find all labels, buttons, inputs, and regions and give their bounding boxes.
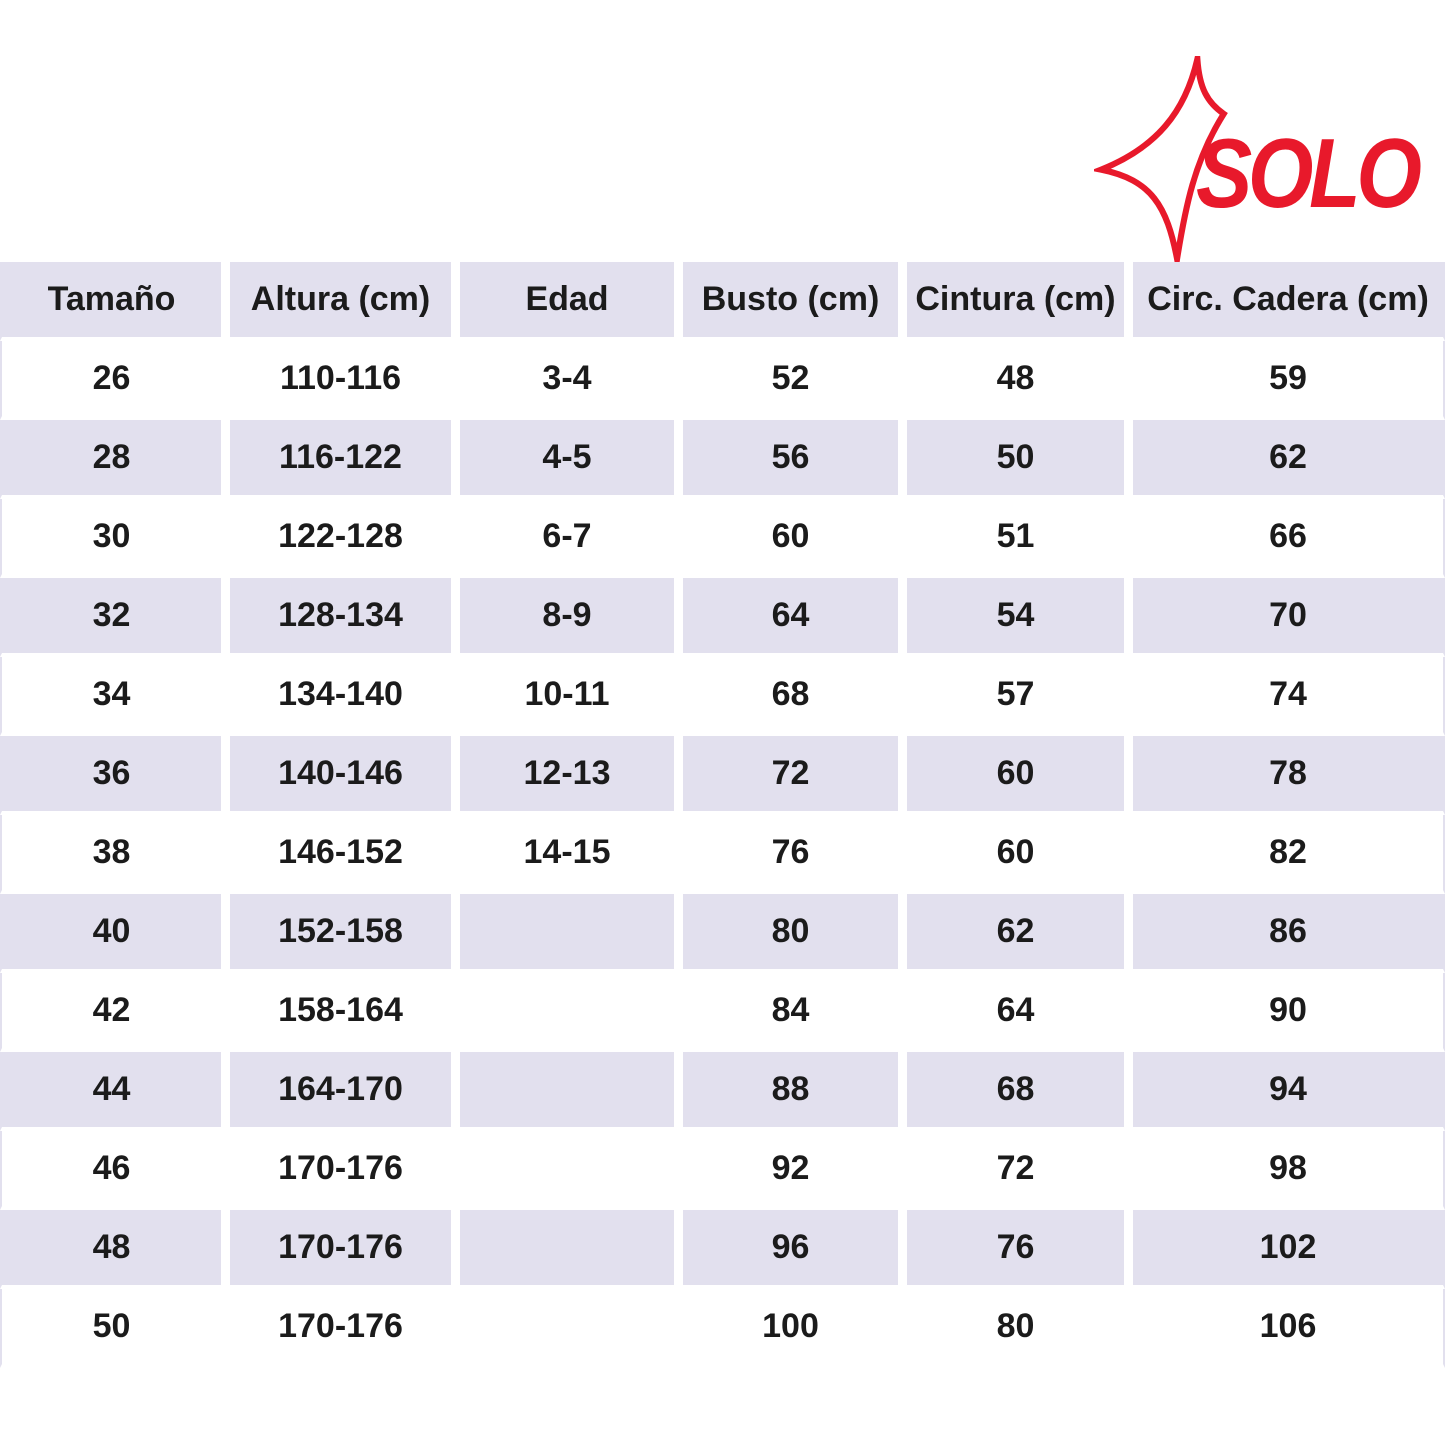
table-cell: 62 [1133,420,1445,499]
table-cell: 64 [907,973,1133,1052]
table-cell: 94 [1133,1052,1445,1131]
table-cell: 8-9 [460,578,683,657]
table-cell: 116-122 [230,420,460,499]
table-cell: 68 [907,1052,1133,1131]
header-cell-edad: Edad [460,262,683,341]
table-cell: 6-7 [460,499,683,578]
table-cell: 50 [907,420,1133,499]
table-cell: 3-4 [460,341,683,420]
table-cell: 88 [683,1052,907,1131]
table-cell: 62 [907,894,1133,973]
table-cell: 98 [1133,1131,1445,1210]
table-cell: 76 [907,1210,1133,1289]
table-cell: 10-11 [460,657,683,736]
brand-logo [0,0,1445,262]
table-row [0,1052,1445,1131]
table-cell: 78 [1133,736,1445,815]
table-row [0,1289,1445,1368]
table-cell: 54 [907,578,1133,657]
size-table [0,262,1445,1368]
table-cell: 36 [0,736,230,815]
table-cell: 48 [907,341,1133,420]
table-cell: 46 [0,1131,230,1210]
table-row [0,420,1445,499]
table-cell: 12-13 [460,736,683,815]
table-cell: 32 [0,578,230,657]
header-cell-altura: Altura (cm) [230,262,460,341]
table-cell: 60 [907,815,1133,894]
table-cell: 110-116 [230,341,460,420]
table-cell [460,1289,683,1368]
header-cell-cadera: Circ. Cadera (cm) [1133,262,1445,341]
table-cell: 50 [0,1289,230,1368]
table-cell: 42 [0,973,230,1052]
table-cell: 102 [1133,1210,1445,1289]
table-cell [460,1052,683,1131]
table-cell: 74 [1133,657,1445,736]
table-cell: 48 [0,1210,230,1289]
table-cell: 72 [683,736,907,815]
table-cell: 51 [907,499,1133,578]
table-cell: 86 [1133,894,1445,973]
table-cell: 56 [683,420,907,499]
table-cell: 122-128 [230,499,460,578]
table-row [0,1131,1445,1210]
table-cell: 38 [0,815,230,894]
table-header-row [0,262,1445,341]
table-row [0,499,1445,578]
table-cell: 40 [0,894,230,973]
table-row [0,1210,1445,1289]
table-cell: 66 [1133,499,1445,578]
table-cell: 52 [683,341,907,420]
table-cell: 59 [1133,341,1445,420]
brand-logo-text: SOLO [1196,118,1418,228]
table-cell: 152-158 [230,894,460,973]
table-cell: 76 [683,815,907,894]
table-cell [460,973,683,1052]
table-cell: 146-152 [230,815,460,894]
table-cell: 60 [683,499,907,578]
header-cell-busto: Busto (cm) [683,262,907,341]
table-row [0,815,1445,894]
table-cell: 170-176 [230,1210,460,1289]
size-table-body [0,341,1445,1368]
table-cell: 60 [907,736,1133,815]
table-cell [460,894,683,973]
table-cell [460,1210,683,1289]
table-row [0,657,1445,736]
table-cell: 90 [1133,973,1445,1052]
table-cell: 100 [683,1289,907,1368]
table-cell: 82 [1133,815,1445,894]
header-cell-cintura: Cintura (cm) [907,262,1133,341]
table-cell: 4-5 [460,420,683,499]
table-cell: 128-134 [230,578,460,657]
table-cell: 57 [907,657,1133,736]
table-row [0,894,1445,973]
table-cell: 64 [683,578,907,657]
table-cell: 28 [0,420,230,499]
table-row [0,973,1445,1052]
table-row [0,736,1445,815]
header-cell-tamano: Tamaño [0,262,230,341]
table-cell: 164-170 [230,1052,460,1131]
table-cell: 140-146 [230,736,460,815]
table-cell: 134-140 [230,657,460,736]
table-cell: 68 [683,657,907,736]
table-cell: 84 [683,973,907,1052]
table-cell: 44 [0,1052,230,1131]
table-cell: 30 [0,499,230,578]
table-cell: 70 [1133,578,1445,657]
table-cell: 26 [0,341,230,420]
table-cell: 170-176 [230,1289,460,1368]
table-cell: 92 [683,1131,907,1210]
table-cell [460,1131,683,1210]
table-cell: 14-15 [460,815,683,894]
table-cell: 80 [683,894,907,973]
table-cell: 158-164 [230,973,460,1052]
table-cell: 72 [907,1131,1133,1210]
table-row [0,578,1445,657]
table-cell: 80 [907,1289,1133,1368]
table-cell: 170-176 [230,1131,460,1210]
table-cell: 96 [683,1210,907,1289]
table-cell: 34 [0,657,230,736]
table-row [0,341,1445,420]
table-cell: 106 [1133,1289,1445,1368]
